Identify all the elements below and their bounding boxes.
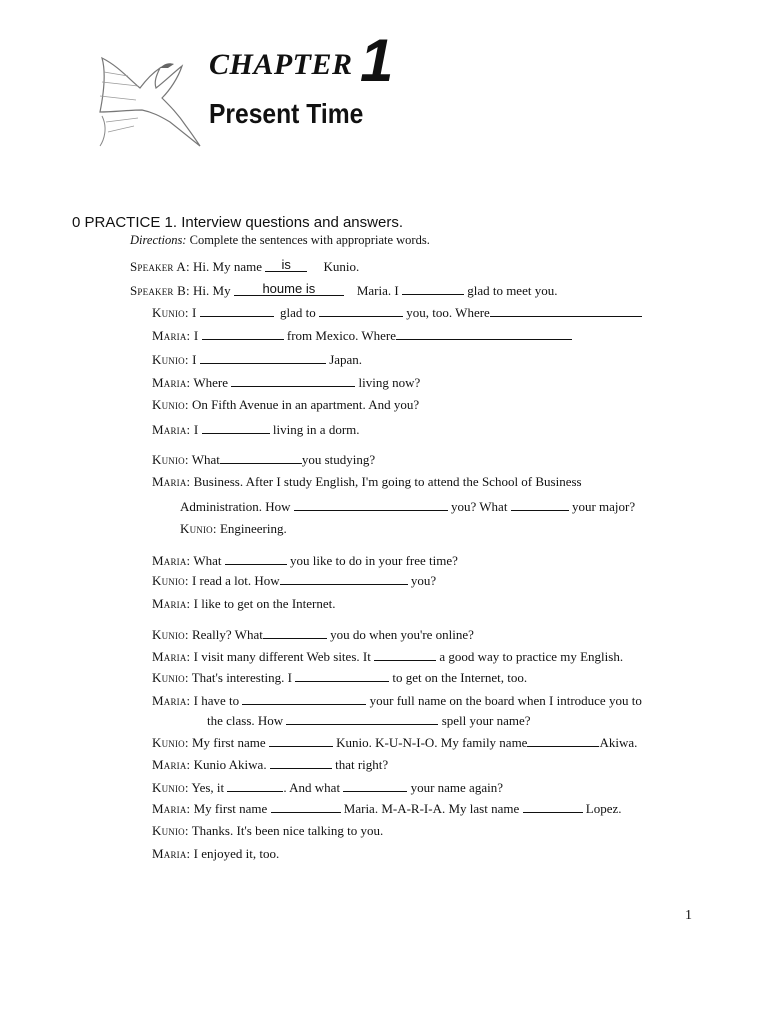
- answer-blank[interactable]: [286, 712, 438, 725]
- answer-blank[interactable]: [202, 327, 284, 340]
- speaker-label: Maria:: [152, 693, 191, 708]
- answer-blank[interactable]: [227, 779, 283, 792]
- speaker-label: Kunio: I: [152, 352, 197, 367]
- answer-blank[interactable]: [295, 669, 389, 682]
- dialogue-line: the class. How spell your name?: [207, 713, 531, 728]
- answer-blank[interactable]: [280, 572, 408, 585]
- page-title: Present Time: [209, 98, 364, 129]
- answer-blank[interactable]: [231, 374, 355, 387]
- page-number: 1: [685, 908, 692, 923]
- dialogue-line: Maria: I enjoyed it, too.: [152, 846, 280, 861]
- directions: [130, 233, 430, 248]
- speaker-label: Maria:: [152, 375, 191, 390]
- answer-blank[interactable]: [220, 451, 302, 464]
- answer-blank[interactable]: [269, 734, 333, 747]
- filled-answer[interactable]: is: [265, 259, 307, 272]
- answer-blank[interactable]: [511, 498, 569, 511]
- speaker-label: Kunio:: [152, 735, 189, 750]
- dialogue-line: Speaker B: Hi. My houme is Maria. I glad to meet you.: [130, 281, 558, 298]
- speaker-label: Maria:: [152, 846, 191, 861]
- dialogue-line: Kunio: Really? What you do when you're online?: [152, 627, 474, 642]
- directions-text: Complete the sentences with appropriate words.: [189, 233, 430, 247]
- directions-label: Directions:: [130, 233, 187, 247]
- speaker-label: Kunio:: [152, 305, 189, 320]
- answer-blank[interactable]: [490, 304, 642, 317]
- filled-answer[interactable]: houme is: [234, 283, 344, 296]
- chapter-number: 1: [360, 27, 394, 94]
- speaker-label: Kunio:: [180, 521, 217, 536]
- speaker-label: Kunio:: [152, 780, 189, 795]
- speaker-label: Speaker A:: [130, 259, 190, 274]
- dialogue-line: Kunio: I glad to you, too. Where: [152, 304, 642, 321]
- answer-blank[interactable]: [200, 304, 274, 317]
- answer-blank[interactable]: [396, 327, 572, 340]
- dialogue-line: Maria: Where living now?: [152, 375, 421, 390]
- dialogue-line: Kunio: I read a lot. How you?: [152, 573, 437, 588]
- answer-blank[interactable]: [271, 800, 341, 813]
- answer-blank[interactable]: [202, 421, 270, 434]
- bird-illustration: [98, 52, 202, 148]
- answer-blank[interactable]: [527, 734, 599, 747]
- answer-blank[interactable]: [263, 626, 327, 639]
- speaker-label: Maria:: [152, 649, 191, 664]
- dialogue-line: Kunio: I Japan.: [152, 352, 363, 367]
- speaker-label: Kunio:: [152, 670, 189, 685]
- dialogue-line: Maria: I living in a dorm.: [152, 422, 360, 437]
- speaker-label: Kunio:: [152, 397, 189, 412]
- dialogue-line: Maria: I visit many different Web sites. It a good way to practice my English.: [152, 649, 624, 664]
- answer-blank[interactable]: [374, 648, 436, 661]
- speaker-label: Maria:: [152, 596, 191, 611]
- answer-blank[interactable]: [294, 498, 448, 511]
- practice-heading: 0 PRACTICE 1. Interview questions and answers.: [72, 214, 403, 231]
- dialogue-line: Maria: I like to get on the Internet.: [152, 596, 336, 611]
- speaker-label: Kunio:: [152, 823, 189, 838]
- speaker-label: Kunio:: [152, 627, 189, 642]
- answer-blank[interactable]: [242, 692, 366, 705]
- speaker-label: Maria:: [152, 474, 191, 489]
- speaker-label: Kunio:: [152, 573, 189, 588]
- speaker-label: Kunio:: [152, 452, 189, 467]
- dialogue-line: Maria: What you like to do in your free time?: [152, 553, 458, 568]
- dialogue-line: Maria: Business. After I study English, I'm going to attend the School of Business: [152, 474, 582, 489]
- dialogue-line: Kunio: On Fifth Avenue in an apartment. And you?: [152, 397, 420, 412]
- dialogue-line: Kunio: Thanks. It's been nice talking to you.: [152, 823, 384, 838]
- speaker-label: Maria: I: [152, 328, 199, 343]
- answer-blank[interactable]: [523, 800, 583, 813]
- answer-blank[interactable]: [402, 282, 464, 295]
- speaker-label: Speaker B:: [130, 283, 190, 298]
- answer-blank[interactable]: [200, 351, 326, 364]
- dialogue-line: Kunio: That's interesting. I to get on the Internet, too.: [152, 670, 528, 685]
- dialogue-line: Kunio: Engineering.: [180, 521, 287, 536]
- dialogue-line: Maria: Kunio Akiwa. that right?: [152, 757, 389, 772]
- speaker-label: Maria: I: [152, 422, 199, 437]
- answer-blank[interactable]: [270, 756, 332, 769]
- dialogue-line: Maria: My first name Maria. M-A-R-I-A. My last name Lopez.: [152, 801, 622, 816]
- answer-blank[interactable]: [225, 552, 287, 565]
- chapter-label: CHAPTER: [209, 48, 353, 81]
- dialogue-line: Kunio: What you studying?: [152, 452, 376, 467]
- answer-blank[interactable]: [319, 304, 403, 317]
- speaker-label: Maria:: [152, 757, 191, 772]
- dialogue-line: Speaker A: Hi. My name is Kunio.: [130, 257, 360, 274]
- dialogue-line: Maria: I from Mexico. Where: [152, 327, 572, 344]
- speaker-label: Maria:: [152, 553, 191, 568]
- dialogue-line: Administration. How you? What your major?: [180, 499, 636, 514]
- dialogue-line: Kunio: My first name Kunio. K-U-N-I-O. My family name Akiwa.: [152, 735, 638, 750]
- speaker-label: Maria:: [152, 801, 191, 816]
- dialogue-line: Maria: I have to your full name on the board when I introduce you to: [152, 693, 642, 708]
- dialogue-line: Kunio: Yes, it . And what your name again?: [152, 780, 503, 795]
- answer-blank[interactable]: [343, 779, 407, 792]
